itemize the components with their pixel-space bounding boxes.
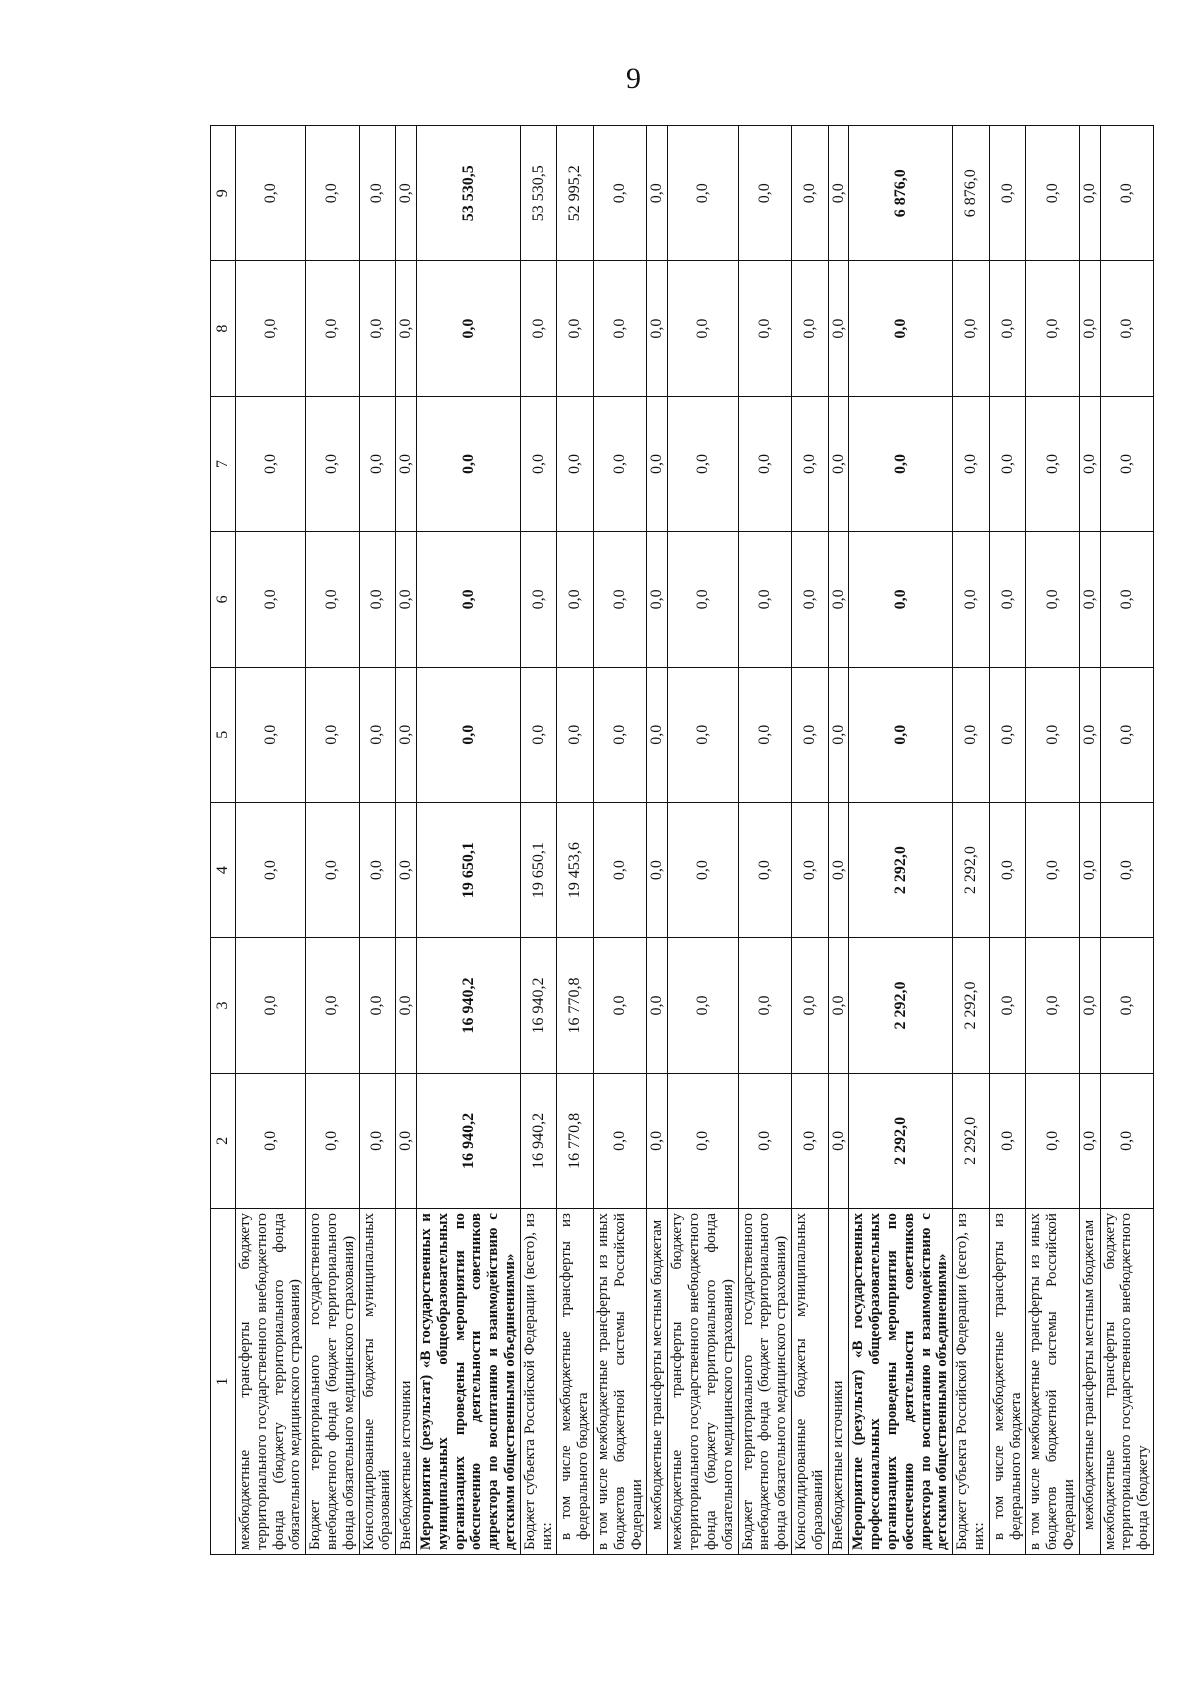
col-header-7: 7 bbox=[211, 396, 236, 531]
cell-value: 0,0 bbox=[849, 261, 953, 396]
cell-value: 0,0 bbox=[1026, 938, 1079, 1073]
cell-value: 0,0 bbox=[594, 802, 647, 937]
cell-value: 2 292,0 bbox=[953, 802, 990, 937]
table-row bbox=[791, 126, 828, 1555]
col-header-9: 9 bbox=[211, 126, 236, 261]
cell-value: 0,0 bbox=[557, 396, 594, 531]
table-row bbox=[359, 126, 396, 1555]
cell-value: 0,0 bbox=[594, 396, 647, 531]
cell-value: 0,0 bbox=[1100, 1073, 1153, 1208]
cell-value: 0,0 bbox=[594, 532, 647, 667]
cell-value: 0,0 bbox=[557, 261, 594, 396]
cell-value: 0,0 bbox=[828, 261, 849, 396]
cell-value: 0,0 bbox=[1026, 1073, 1079, 1208]
cell-value: 0,0 bbox=[791, 1073, 828, 1208]
table-row bbox=[557, 126, 594, 1555]
row-label: межбюджетные трансферты местным бюджетам bbox=[647, 1209, 668, 1555]
cell-value: 0,0 bbox=[1079, 1073, 1100, 1208]
cell-value: 0,0 bbox=[236, 667, 306, 802]
cell-value: 0,0 bbox=[359, 802, 396, 937]
cell-value: 0,0 bbox=[594, 667, 647, 802]
cell-value: 0,0 bbox=[791, 667, 828, 802]
cell-value: 0,0 bbox=[594, 126, 647, 261]
table-body bbox=[236, 126, 1154, 1555]
col-header-6: 6 bbox=[211, 532, 236, 667]
cell-value: 0,0 bbox=[989, 261, 1026, 396]
cell-value: 0,0 bbox=[520, 261, 557, 396]
cell-value: 19 453,6 bbox=[557, 802, 594, 937]
table-row bbox=[594, 126, 647, 1555]
cell-value: 0,0 bbox=[306, 261, 359, 396]
cell-value: 0,0 bbox=[849, 532, 953, 667]
cell-value: 0,0 bbox=[594, 261, 647, 396]
table-row bbox=[849, 126, 953, 1555]
cell-value: 0,0 bbox=[359, 1073, 396, 1208]
row-label: межбюджетные трансферты бюджету территориального государственного внебюджетного фонда (бюджету территориального фонда обязательного медицинского страхования) bbox=[236, 1209, 306, 1555]
cell-value: 0,0 bbox=[1100, 396, 1153, 531]
cell-value: 0,0 bbox=[306, 532, 359, 667]
cell-value: 2 292,0 bbox=[849, 938, 953, 1073]
cell-value: 0,0 bbox=[849, 667, 953, 802]
cell-value: 0,0 bbox=[1100, 667, 1153, 802]
cell-value: 0,0 bbox=[1079, 396, 1100, 531]
cell-value: 0,0 bbox=[1079, 261, 1100, 396]
cell-value: 0,0 bbox=[828, 802, 849, 937]
col-header-2: 2 bbox=[211, 1073, 236, 1208]
cell-value: 0,0 bbox=[791, 532, 828, 667]
cell-value: 0,0 bbox=[306, 396, 359, 531]
cell-value: 0,0 bbox=[828, 938, 849, 1073]
cell-value: 0,0 bbox=[989, 938, 1026, 1073]
table-row bbox=[236, 126, 306, 1555]
cell-value: 0,0 bbox=[989, 396, 1026, 531]
cell-value: 16 940,2 bbox=[417, 1073, 521, 1208]
cell-value: 0,0 bbox=[1079, 938, 1100, 1073]
cell-value: 0,0 bbox=[396, 532, 417, 667]
cell-value: 0,0 bbox=[668, 802, 738, 937]
cell-value: 0,0 bbox=[647, 261, 668, 396]
cell-value: 0,0 bbox=[520, 532, 557, 667]
row-label: Бюджет территориального государственного внебюджетного фонда (бюджет территориального фонда обязательного медицинского страхования) bbox=[738, 1209, 791, 1555]
cell-value: 0,0 bbox=[417, 261, 521, 396]
cell-value: 0,0 bbox=[557, 667, 594, 802]
cell-value: 0,0 bbox=[236, 1073, 306, 1208]
cell-value: 0,0 bbox=[989, 667, 1026, 802]
cell-value: 6 876,0 bbox=[849, 126, 953, 261]
cell-value: 0,0 bbox=[1026, 802, 1079, 937]
cell-value: 0,0 bbox=[306, 667, 359, 802]
cell-value: 0,0 bbox=[306, 802, 359, 937]
cell-value: 0,0 bbox=[828, 126, 849, 261]
cell-value: 0,0 bbox=[1079, 667, 1100, 802]
cell-value: 0,0 bbox=[417, 667, 521, 802]
cell-value: 0,0 bbox=[594, 938, 647, 1073]
cell-value: 16 940,2 bbox=[520, 1073, 557, 1208]
cell-value: 0,0 bbox=[828, 667, 849, 802]
cell-value: 0,0 bbox=[594, 1073, 647, 1208]
cell-value: 0,0 bbox=[1026, 396, 1079, 531]
cell-value: 0,0 bbox=[738, 261, 791, 396]
cell-value: 0,0 bbox=[668, 667, 738, 802]
table-row bbox=[306, 126, 359, 1555]
cell-value: 0,0 bbox=[668, 261, 738, 396]
cell-value: 0,0 bbox=[359, 261, 396, 396]
cell-value: 0,0 bbox=[668, 1073, 738, 1208]
cell-value: 53 530,5 bbox=[417, 126, 521, 261]
cell-value: 0,0 bbox=[1100, 802, 1153, 937]
table-row bbox=[396, 126, 417, 1555]
cell-value: 0,0 bbox=[557, 532, 594, 667]
cell-value: 0,0 bbox=[396, 667, 417, 802]
cell-value: 0,0 bbox=[647, 667, 668, 802]
cell-value: 0,0 bbox=[953, 396, 990, 531]
cell-value: 0,0 bbox=[647, 1073, 668, 1208]
cell-value: 0,0 bbox=[828, 396, 849, 531]
cell-value: 0,0 bbox=[738, 126, 791, 261]
cell-value: 0,0 bbox=[396, 126, 417, 261]
cell-value: 0,0 bbox=[236, 532, 306, 667]
page-number: 9 bbox=[626, 62, 641, 95]
cell-value: 0,0 bbox=[791, 261, 828, 396]
cell-value: 0,0 bbox=[989, 1073, 1026, 1208]
cell-value: 0,0 bbox=[791, 396, 828, 531]
row-label: межбюджетные трансферты бюджету территориального государственного внебюджетного фонда (бюджету территориального фонда обязательного медицинского страхования) bbox=[668, 1209, 738, 1555]
cell-value: 0,0 bbox=[1079, 532, 1100, 667]
cell-value: 0,0 bbox=[828, 1073, 849, 1208]
row-label: Консолидированные бюджеты муниципальных образований bbox=[791, 1209, 828, 1555]
cell-value: 19 650,1 bbox=[417, 802, 521, 937]
cell-value: 0,0 bbox=[647, 938, 668, 1073]
table-header-row bbox=[211, 126, 236, 1555]
cell-value: 2 292,0 bbox=[953, 1073, 990, 1208]
budget-table bbox=[210, 125, 1154, 1555]
cell-value: 0,0 bbox=[953, 261, 990, 396]
cell-value: 0,0 bbox=[738, 667, 791, 802]
row-label: межбюджетные трансферты бюджету территориального государственного внебюджетного фонда (бюджету bbox=[1100, 1209, 1153, 1555]
cell-value: 0,0 bbox=[668, 532, 738, 667]
cell-value: 0,0 bbox=[396, 261, 417, 396]
cell-value: 0,0 bbox=[791, 802, 828, 937]
cell-value: 0,0 bbox=[738, 938, 791, 1073]
table-row bbox=[1100, 126, 1153, 1555]
cell-value: 2 292,0 bbox=[849, 1073, 953, 1208]
cell-value: 0,0 bbox=[520, 396, 557, 531]
cell-value: 0,0 bbox=[668, 938, 738, 1073]
table-row bbox=[1079, 126, 1100, 1555]
cell-value: 52 995,2 bbox=[557, 126, 594, 261]
table-row bbox=[953, 126, 990, 1555]
row-label: Мероприятие (результат) «В государственных и муниципальных общеобразовательных организациях проведены мероприятия по обеспечению деятельности советников директора по воспитанию и взаимодействию с детскими общественными объединениями» bbox=[417, 1209, 521, 1555]
row-label: в том числе межбюджетные трансферты из федерального бюджета bbox=[557, 1209, 594, 1555]
cell-value: 2 292,0 bbox=[953, 938, 990, 1073]
cell-value: 53 530,5 bbox=[520, 126, 557, 261]
cell-value: 0,0 bbox=[417, 532, 521, 667]
row-label: в том числе межбюджетные трансферты из федерального бюджета bbox=[989, 1209, 1026, 1555]
table-row bbox=[738, 126, 791, 1555]
cell-value: 0,0 bbox=[668, 396, 738, 531]
cell-value: 0,0 bbox=[647, 126, 668, 261]
table-row bbox=[828, 126, 849, 1555]
cell-value: 0,0 bbox=[359, 126, 396, 261]
cell-value: 0,0 bbox=[738, 532, 791, 667]
table-row bbox=[1026, 126, 1079, 1555]
cell-value: 6 876,0 bbox=[953, 126, 990, 261]
table-row bbox=[989, 126, 1026, 1555]
cell-value: 0,0 bbox=[989, 532, 1026, 667]
cell-value: 16 770,8 bbox=[557, 938, 594, 1073]
cell-value: 0,0 bbox=[791, 126, 828, 261]
cell-value: 0,0 bbox=[396, 802, 417, 937]
cell-value: 0,0 bbox=[791, 938, 828, 1073]
cell-value: 0,0 bbox=[849, 396, 953, 531]
cell-value: 2 292,0 bbox=[849, 802, 953, 937]
cell-value: 16 770,8 bbox=[557, 1073, 594, 1208]
cell-value: 0,0 bbox=[520, 667, 557, 802]
col-header-1: 1 bbox=[211, 1209, 236, 1555]
row-label: в том числе межбюджетные трансферты из иных бюджетов бюджетной системы Российской Федерации bbox=[1026, 1209, 1079, 1555]
cell-value: 0,0 bbox=[359, 396, 396, 531]
cell-value: 0,0 bbox=[953, 532, 990, 667]
cell-value: 0,0 bbox=[359, 532, 396, 667]
row-label: Консолидированные бюджеты муниципальных образований bbox=[359, 1209, 396, 1555]
cell-value: 0,0 bbox=[306, 1073, 359, 1208]
table-row bbox=[668, 126, 738, 1555]
table-row bbox=[417, 126, 521, 1555]
cell-value: 0,0 bbox=[647, 532, 668, 667]
cell-value: 0,0 bbox=[1079, 126, 1100, 261]
cell-value: 0,0 bbox=[953, 667, 990, 802]
cell-value: 19 650,1 bbox=[520, 802, 557, 937]
row-label: Бюджет субъекта Российской Федерации (всего), из них: bbox=[953, 1209, 990, 1555]
cell-value: 0,0 bbox=[306, 126, 359, 261]
cell-value: 0,0 bbox=[396, 1073, 417, 1208]
cell-value: 0,0 bbox=[647, 396, 668, 531]
cell-value: 0,0 bbox=[989, 126, 1026, 261]
cell-value: 0,0 bbox=[236, 396, 306, 531]
cell-value: 0,0 bbox=[1100, 261, 1153, 396]
row-label: Внебюджетные источники bbox=[396, 1209, 417, 1555]
cell-value: 0,0 bbox=[236, 802, 306, 937]
cell-value: 0,0 bbox=[236, 126, 306, 261]
row-label: Мероприятие (результат) «В государственных профессиональных общеобразовательных организациях проведены мероприятия по обеспечению деятельности советников директора по воспитанию и взаимодействию с детскими общественными объединениями» bbox=[849, 1209, 953, 1555]
cell-value: 0,0 bbox=[738, 802, 791, 937]
cell-value: 0,0 bbox=[1100, 532, 1153, 667]
cell-value: 0,0 bbox=[306, 938, 359, 1073]
col-header-4: 4 bbox=[211, 802, 236, 937]
cell-value: 0,0 bbox=[396, 396, 417, 531]
cell-value: 0,0 bbox=[236, 261, 306, 396]
col-header-5: 5 bbox=[211, 667, 236, 802]
cell-value: 0,0 bbox=[236, 938, 306, 1073]
cell-value: 16 940,2 bbox=[417, 938, 521, 1073]
cell-value: 0,0 bbox=[1026, 667, 1079, 802]
row-label: в том числе межбюджетные трансферты из иных бюджетов бюджетной системы Российской Федерации bbox=[594, 1209, 647, 1555]
cell-value: 0,0 bbox=[1079, 802, 1100, 937]
cell-value: 0,0 bbox=[396, 938, 417, 1073]
cell-value: 0,0 bbox=[359, 667, 396, 802]
cell-value: 0,0 bbox=[668, 126, 738, 261]
row-label: Внебюджетные источники bbox=[828, 1209, 849, 1555]
cell-value: 0,0 bbox=[828, 532, 849, 667]
cell-value: 0,0 bbox=[647, 802, 668, 937]
row-label: межбюджетные трансферты местным бюджетам bbox=[1079, 1209, 1100, 1555]
cell-value: 0,0 bbox=[989, 802, 1026, 937]
cell-value: 0,0 bbox=[1026, 532, 1079, 667]
rotated-table-container bbox=[210, 125, 1152, 1555]
cell-value: 16 940,2 bbox=[520, 938, 557, 1073]
cell-value: 0,0 bbox=[359, 938, 396, 1073]
cell-value: 0,0 bbox=[1100, 126, 1153, 261]
row-label: Бюджет субъекта Российской Федерации (всего), из них: bbox=[520, 1209, 557, 1555]
cell-value: 0,0 bbox=[1026, 261, 1079, 396]
table-row bbox=[520, 126, 557, 1555]
cell-value: 0,0 bbox=[738, 396, 791, 531]
cell-value: 0,0 bbox=[1026, 126, 1079, 261]
cell-value: 0,0 bbox=[1100, 938, 1153, 1073]
col-header-3: 3 bbox=[211, 938, 236, 1073]
table-row bbox=[647, 126, 668, 1555]
cell-value: 0,0 bbox=[738, 1073, 791, 1208]
row-label: Бюджет территориального государственного внебюджетного фонда (бюджет территориального фонда обязательного медицинского страхования) bbox=[306, 1209, 359, 1555]
col-header-8: 8 bbox=[211, 261, 236, 396]
cell-value: 0,0 bbox=[417, 396, 521, 531]
